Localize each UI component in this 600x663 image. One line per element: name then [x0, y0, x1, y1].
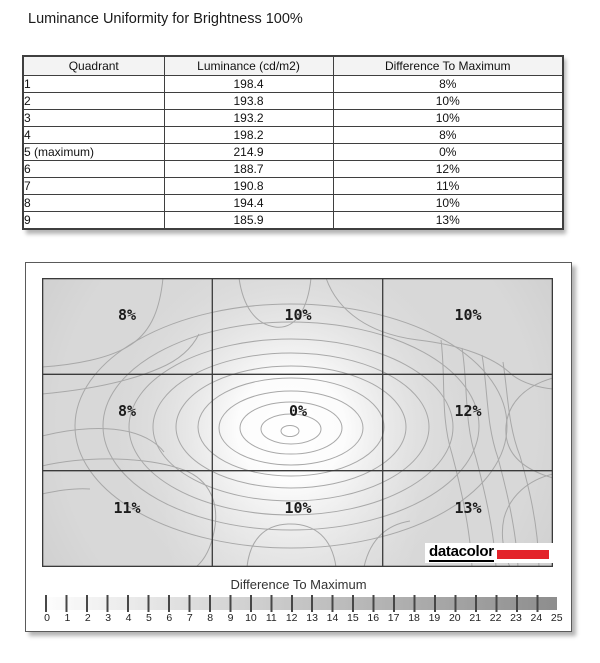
contour-panel [25, 262, 572, 632]
quadrant-cell: 1 [23, 76, 164, 93]
luminance-cell: 214.9 [164, 144, 333, 161]
page-title: Luminance Uniformity for Brightness 100% [28, 11, 303, 27]
difference-cell: 0% [333, 144, 563, 161]
difference-cell: 11% [333, 178, 563, 195]
luminance-cell: 193.8 [164, 93, 333, 110]
table-row [23, 178, 563, 195]
table-row [23, 212, 563, 230]
quadrant-label-4: 8% [117, 402, 137, 420]
table-row [23, 144, 563, 161]
table-row [23, 161, 563, 178]
table-row [23, 76, 563, 93]
colorbar-scale: 0 1 2 3 4 5 6 7 8 9 10 11 12 13 14 15 16 17 18 19 20 21 22 23 24 25 [44, 612, 563, 624]
quadrant-cell: 7 [23, 178, 164, 195]
quadrant-cell: 9 [23, 212, 164, 230]
quadrant-label-1: 8% [117, 306, 137, 324]
datacolor-red-bar [497, 550, 549, 559]
uniformity-table [22, 55, 562, 230]
difference-cell: 8% [333, 76, 563, 93]
quadrant-cell: 2 [23, 93, 164, 110]
luminance-cell: 193.2 [164, 110, 333, 127]
datacolor-wordmark: datacolor [429, 543, 494, 560]
quadrant-label-5: 0% [288, 402, 308, 420]
table-row [23, 127, 563, 144]
col-header-difference: Difference To Maximum [333, 56, 563, 76]
difference-cell: 8% [333, 127, 563, 144]
quadrant-label-7: 11% [113, 499, 141, 517]
difference-cell: 10% [333, 93, 563, 110]
quadrant-label-9: 13% [454, 499, 482, 517]
table-row [23, 110, 563, 127]
col-header-quadrant: Quadrant [23, 56, 164, 76]
difference-cell: 13% [333, 212, 563, 230]
luminance-cell: 194.4 [164, 195, 333, 212]
luminance-cell: 188.7 [164, 161, 333, 178]
difference-cell: 10% [333, 110, 563, 127]
luminance-cell: 185.9 [164, 212, 333, 230]
table-row [23, 195, 563, 212]
quadrant-cell: 4 [23, 127, 164, 144]
quadrant-label-8: 10% [284, 499, 312, 517]
colorbar-ticks [45, 595, 557, 612]
difference-cell: 10% [333, 195, 563, 212]
quadrant-cell: 5 (maximum) [23, 144, 164, 161]
quadrant-cell: 8 [23, 195, 164, 212]
table-row [23, 93, 563, 110]
difference-cell: 12% [333, 161, 563, 178]
luminance-cell: 198.4 [164, 76, 333, 93]
colorbar-title: Difference To Maximum [230, 577, 367, 592]
quadrant-cell: 6 [23, 161, 164, 178]
luminance-cell: 198.2 [164, 127, 333, 144]
luminance-cell: 190.8 [164, 178, 333, 195]
table-header-row [23, 56, 563, 76]
datacolor-logo [425, 543, 559, 563]
quadrant-cell: 3 [23, 110, 164, 127]
quadrant-label-6: 12% [454, 402, 482, 420]
quadrant-label-2: 10% [284, 306, 312, 324]
colorbar-gradient [45, 597, 557, 610]
col-header-luminance: Luminance (cd/m2) [164, 56, 333, 76]
quadrant-label-3: 10% [454, 306, 482, 324]
